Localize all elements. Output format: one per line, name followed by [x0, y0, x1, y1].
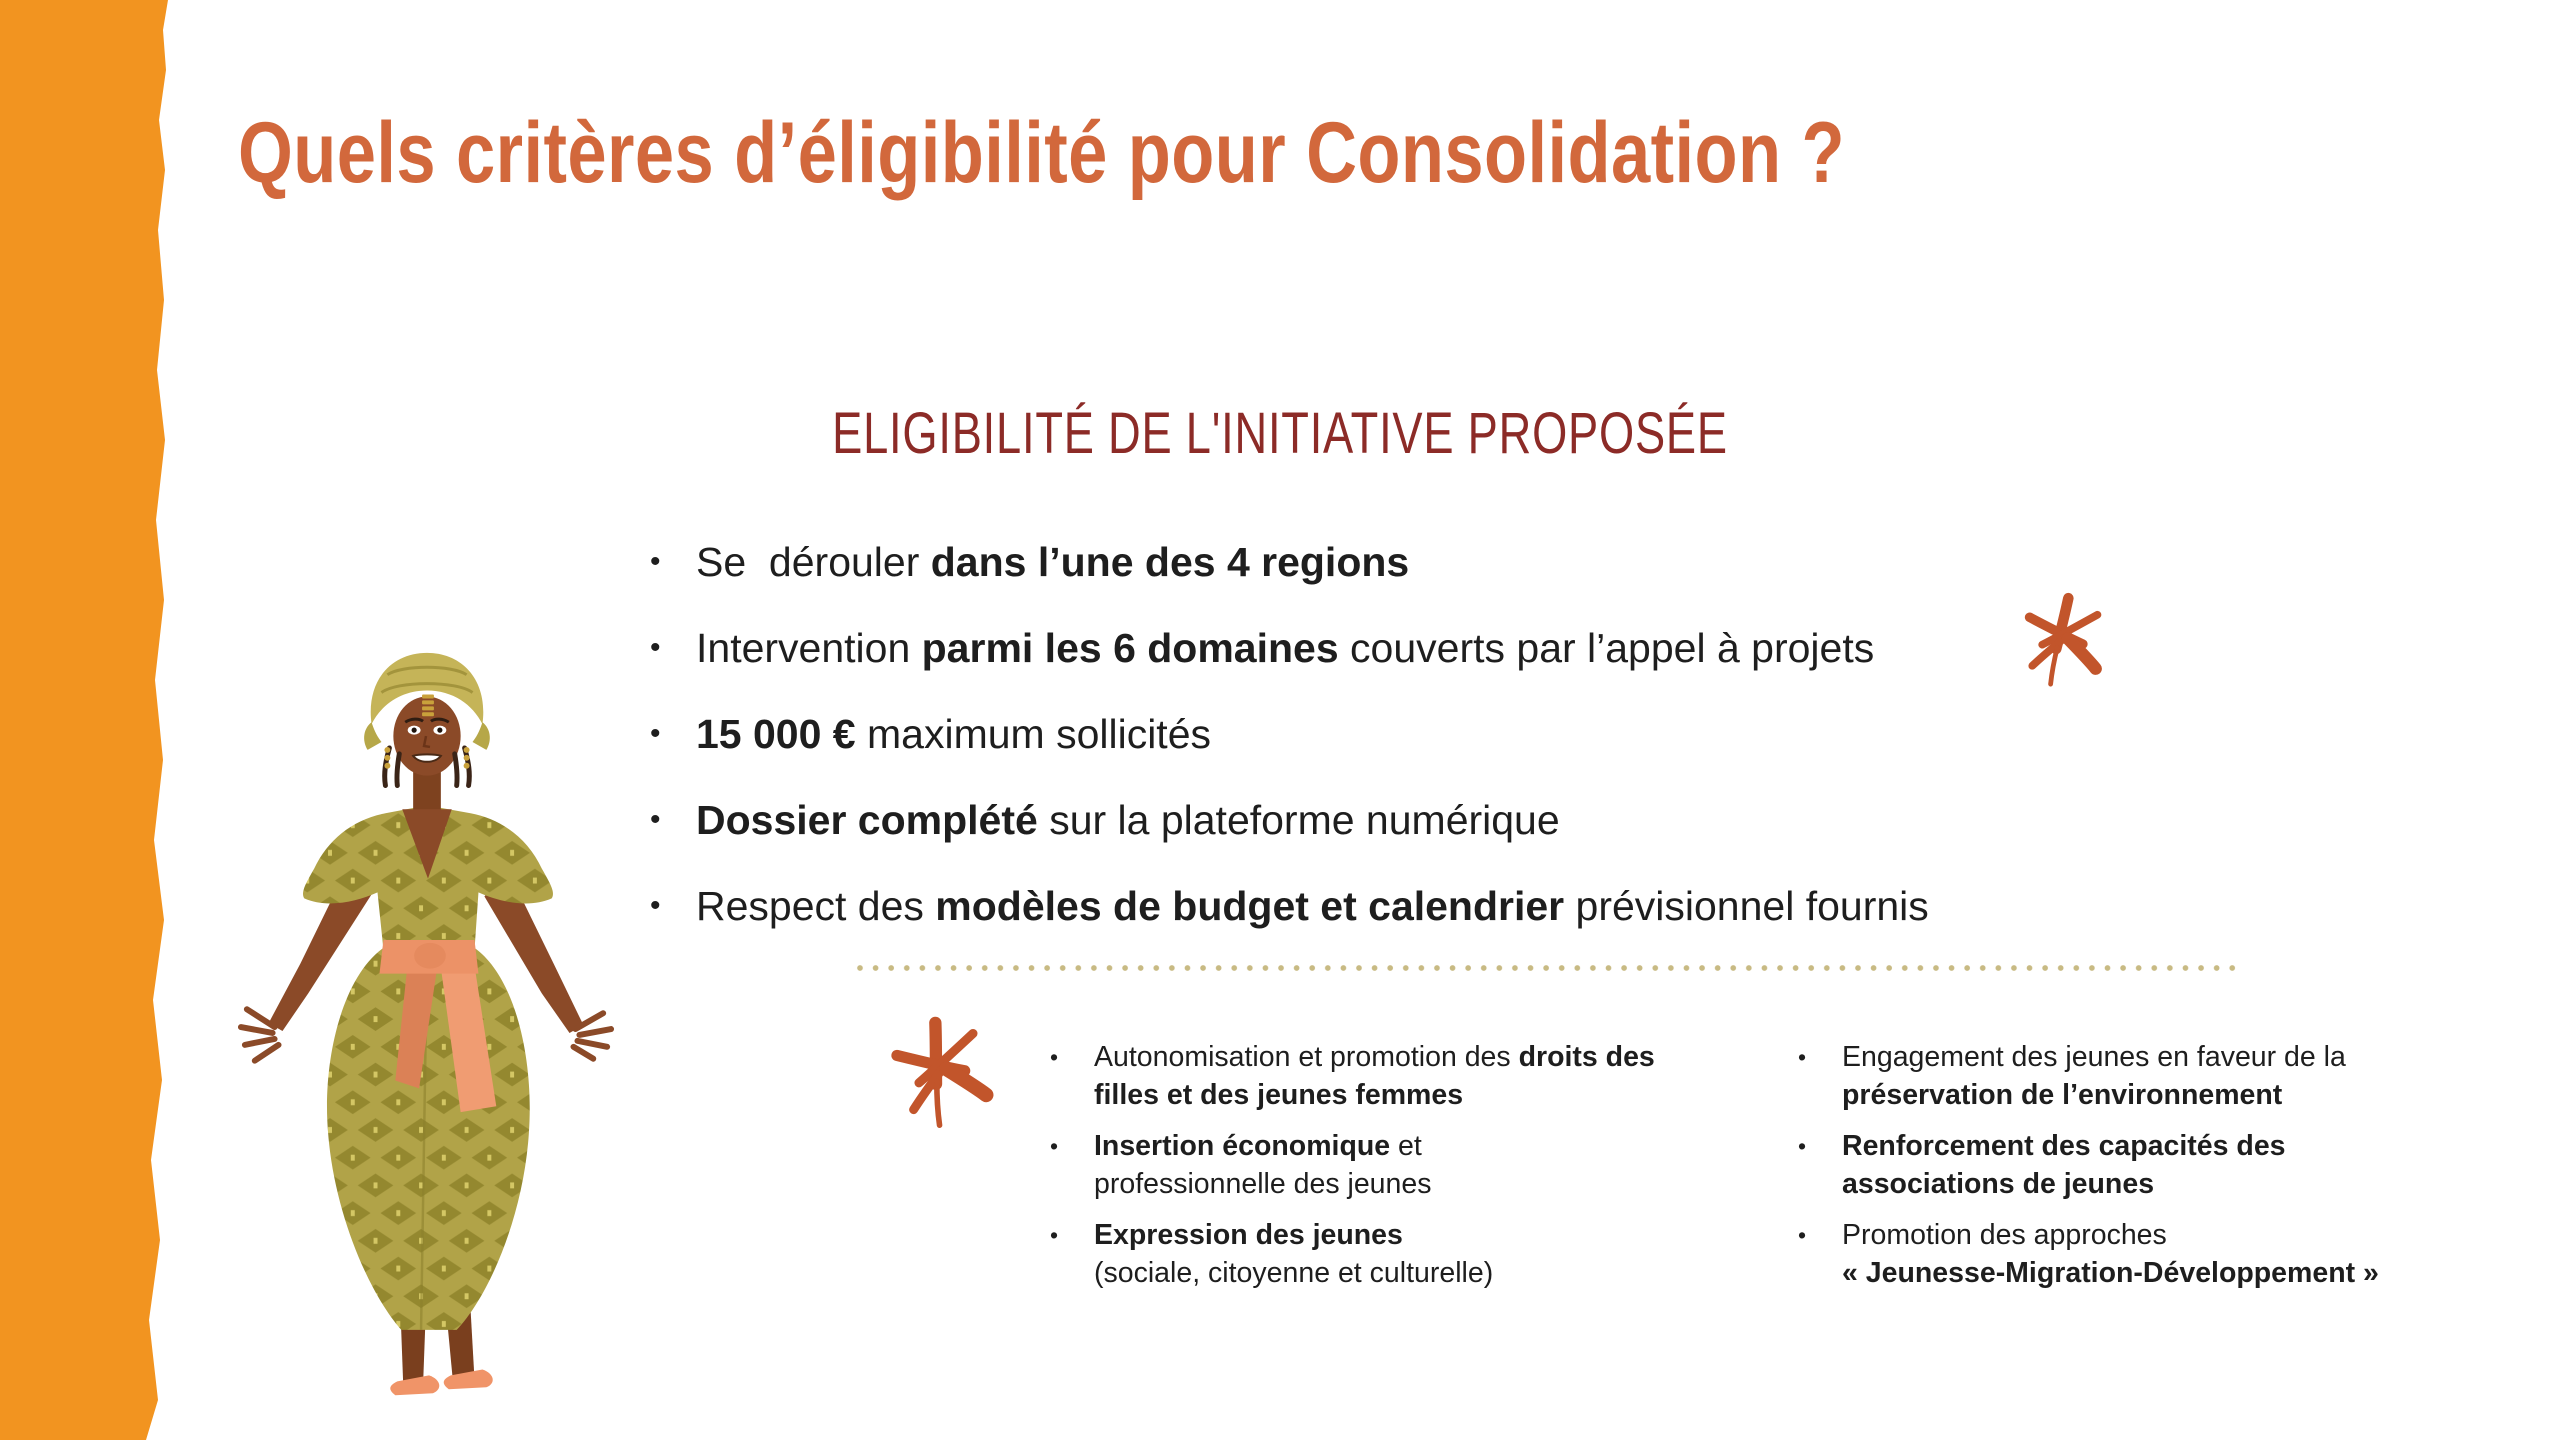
bullet-dot: • — [1050, 1044, 1059, 1070]
bullet-dot: • — [650, 889, 661, 922]
list-item — [1050, 1038, 1770, 1114]
list-item — [650, 777, 1929, 863]
bullet-dot: • — [1798, 1133, 1807, 1159]
brush-asterisk-icon — [877, 1009, 1003, 1135]
list-item-text: Expression des jeunes (sociale, citoyenne et culturelle) — [1094, 1219, 1494, 1289]
list-item-text: Promotion des approches « Jeunesse-Migration-Développement » — [1842, 1219, 2379, 1289]
woman-in-patterned-dress-illustration — [238, 645, 616, 1417]
list-item-text: 15 000 € maximum sollicités — [696, 710, 1211, 757]
dotted-divider — [856, 964, 2242, 972]
list-item — [650, 605, 1929, 691]
bullet-dot: • — [1798, 1044, 1807, 1070]
list-item — [650, 691, 1929, 777]
list-item-text: Se dérouler dans l’une des 4 regions — [696, 538, 1410, 585]
list-item — [1050, 1127, 1770, 1203]
list-item — [650, 863, 1929, 949]
list-item-text: Renforcement des capacités des associations de jeunes — [1842, 1130, 2286, 1200]
list-item-text: Intervention parmi les 6 domaines couverts par l’appel à projets — [696, 624, 1875, 671]
bullet-dot: • — [1798, 1222, 1807, 1248]
bullet-dot: • — [1050, 1133, 1059, 1159]
bullet-dot: • — [650, 631, 661, 664]
section-heading: ELIGIBILITÉ DE L'INITIATIVE PROPOSÉE — [832, 401, 1728, 467]
list-item — [1798, 1038, 2458, 1114]
left-accent-bar — [0, 0, 172, 1440]
list-item-text: Autonomisation et promotion des droits des filles et des jeunes femmes — [1094, 1041, 1655, 1111]
criteria-list — [650, 519, 1929, 949]
list-item — [1798, 1216, 2458, 1292]
page-title: Quels critères d’éligibilité pour Consolidation ? — [238, 104, 1846, 201]
list-item — [1050, 1216, 1770, 1292]
list-item-text: Insertion économique et professionnelle des jeunes — [1094, 1130, 1432, 1200]
list-item — [650, 519, 1929, 605]
domains-left-column — [1050, 1038, 1770, 1305]
list-item — [1798, 1127, 2458, 1203]
list-item-text: Respect des modèles de budget et calendrier prévisionnel fournis — [696, 882, 1929, 929]
bullet-dot: • — [650, 717, 661, 750]
bullet-dot: • — [650, 545, 661, 578]
list-item-text: Dossier complété sur la plateforme numérique — [696, 796, 1560, 843]
list-item-text: Engagement des jeunes en faveur de la préservation de l’environnement — [1842, 1041, 2346, 1111]
bullet-dot: • — [1050, 1222, 1059, 1248]
brush-asterisk-icon — [2009, 587, 2115, 693]
domains-right-column — [1798, 1038, 2458, 1305]
bullet-dot: • — [650, 803, 661, 836]
